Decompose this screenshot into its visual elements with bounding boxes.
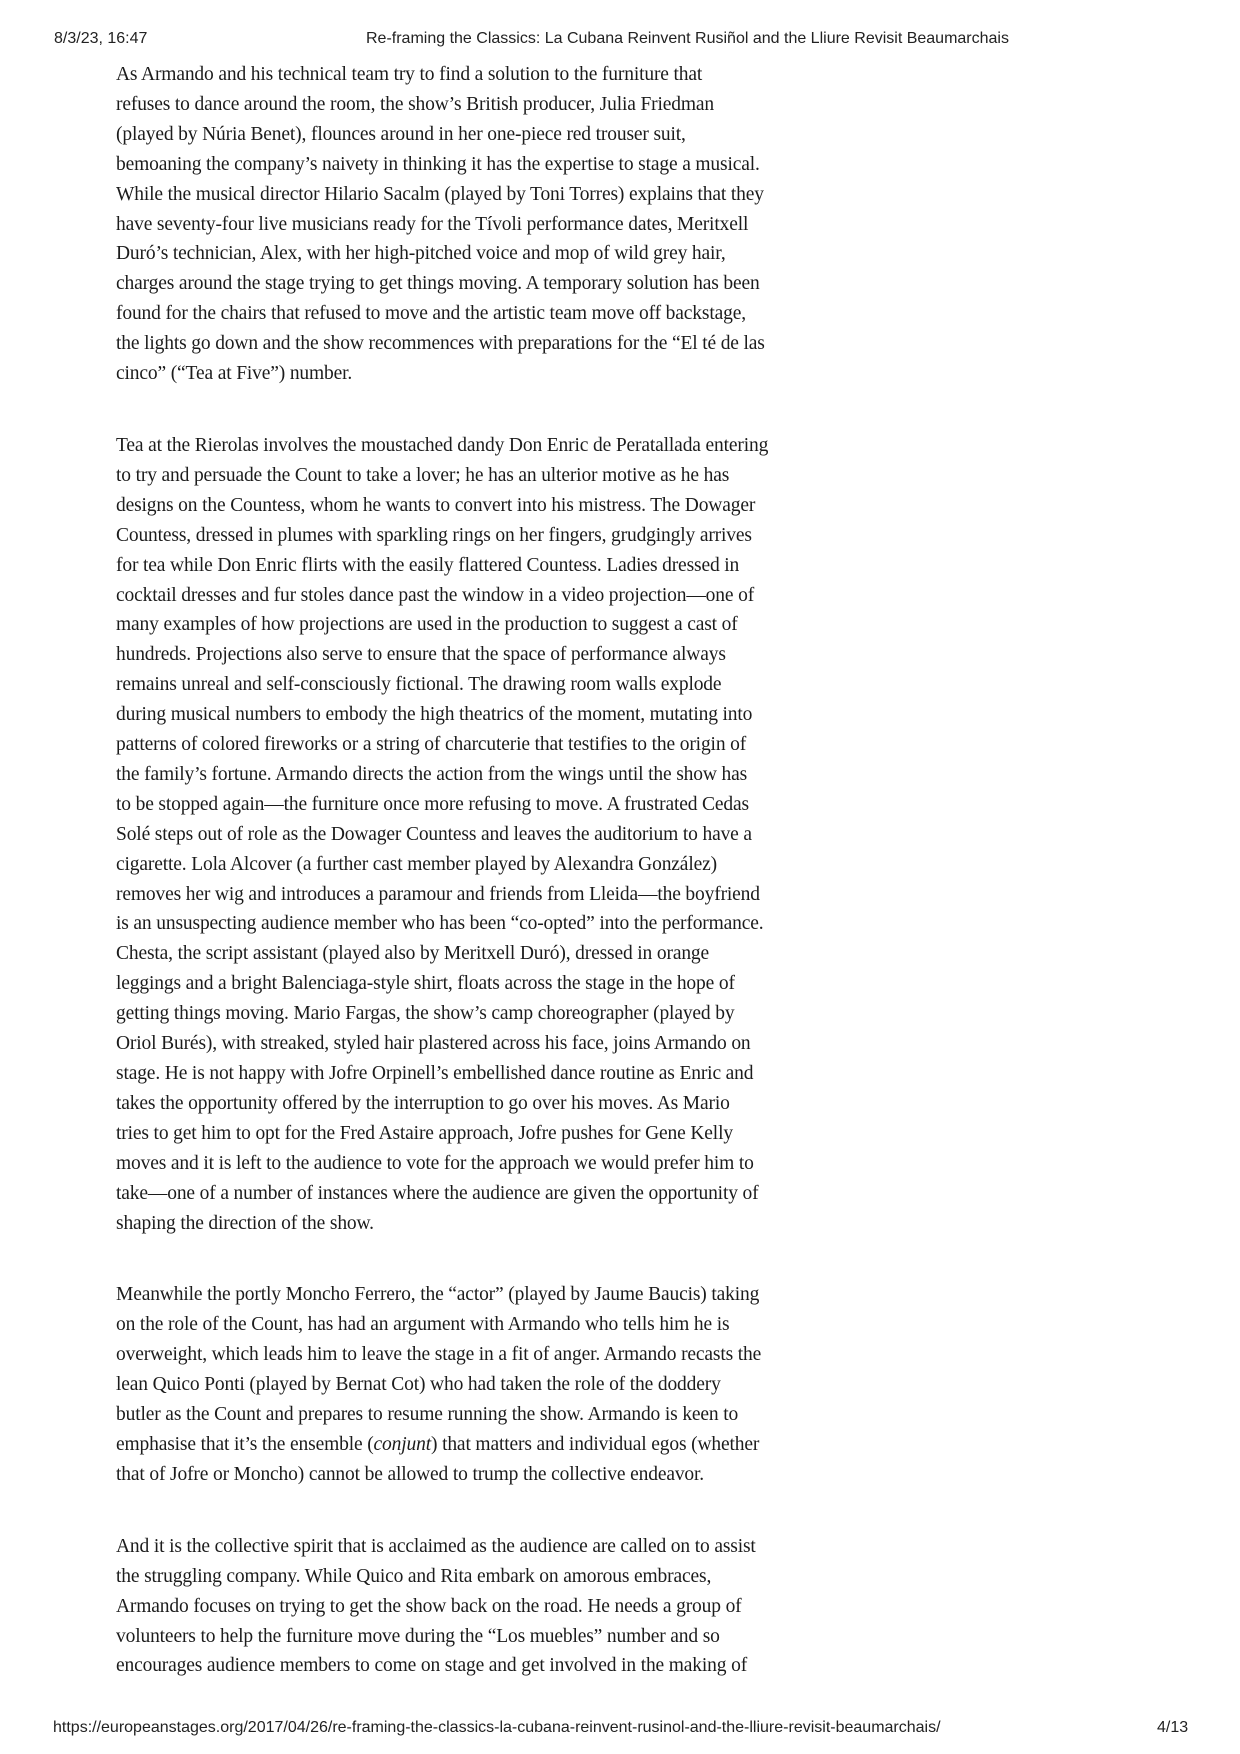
text-line: lean Quico Ponti (played by Bernat Cot) who had taken the role of the doddery [116,1374,721,1396]
text-line: Armando focuses on trying to get the show back on the road. He needs a group of [116,1595,742,1617]
text-line: to try and persuade the Count to take a lover; he has an ulterior motive as he has [116,464,730,486]
text-line: cinco” (“Tea at Five”) number. [116,363,353,385]
paragraph [116,1532,822,1682]
text-line: bemoaning the company’s naivety in thinking it has the expertise to stage a musical. [116,153,760,175]
text-line: charges around the stage trying to get things moving. A temporary solution has been [116,273,760,295]
print-header [0,30,1240,52]
text-line: volunteers to help the furniture move during the “Los muebles” number and so [116,1625,720,1647]
text-line: moves and it is left to the audience to vote for the approach we would prefer him to [116,1152,754,1174]
paragraph [116,1280,822,1489]
text-line: cocktail dresses and fur stoles dance past the window in a video projection—one of [116,584,755,606]
text-line: shaping the direction of the show. [116,1212,374,1234]
page-title: Re-framing the Classics: La Cubana Reinvent Rusiñol and the Lliure Revisit Beaumarchais [366,30,1009,47]
text-line: Oriol Burés), with streaked, styled hair plastered across his face, joins Armando on [116,1033,751,1055]
text-line: Solé steps out of role as the Dowager Countess and leaves the auditorium to have a [116,823,752,845]
text-line: stage. He is not happy with Jofre Orpinell’s embellished dance routine as Enric and [116,1063,754,1084]
text-line: Countess, dressed in plumes with sparkling rings on her fingers, grudgingly arrives [116,524,752,546]
text-line: the struggling company. While Quico and Rita embark on amorous embraces, [116,1565,712,1587]
text-line: And it is the collective spirit that is acclaimed as the audience are called on to assist [116,1535,756,1557]
print-footer [0,1719,1240,1741]
text-line: during musical numbers to embody the high theatrics of the moment, mutating into [116,704,753,726]
text-line: is an unsuspecting audience member who has been “co-opted” into the performance. [116,913,764,935]
text-line: cigarette. Lola Alcover (a further cast member played by Alexandra González) [116,853,717,875]
text-line: While the musical director Hilario Sacalm (played by Toni Torres) explains that they [116,183,764,205]
text-line: Chesta, the script assistant (played also by Meritxell Duró), dressed in orange [116,943,710,965]
text-line: have seventy-four live musicians ready for the Tívoli performance dates, Meritxell [116,213,749,235]
page-url: https://europeanstages.org/2017/04/26/re-framing-the-classics-la-cubana-reinvent-rusinol-and-the-lliure-revisit-beaumarchais/ [53,1719,941,1736]
text-line: hundreds. Projections also serve to ensure that the space of performance always [116,644,726,666]
text-line: leggings and a bright Balenciaga-style shirt, floats across the stage in the hope of [116,973,735,995]
text-line: refuses to dance around the room, the show’s British producer, Julia Friedman [116,93,714,115]
text-line: the lights go down and the show recommences with preparations for the “El té de las [116,333,765,355]
text-line: takes the opportunity offered by the interruption to go over his moves. As Mario [116,1092,730,1114]
text-line: As Armando and his technical team try to find a solution to the furniture that [116,64,703,85]
text-line [116,1430,822,1460]
text-line: many examples of how projections are used in the production to suggest a cast of [116,614,738,636]
print-date: 8/3/23, 16:47 [54,30,148,47]
text-line: take—one of a number of instances where the audience are given the opportunity of [116,1182,759,1204]
text-line: encourages audience members to come on stage and get involved in the making of [116,1655,748,1677]
text-line: Duró’s technician, Alex, with her high-pitched voice and mop of wild grey hair, [116,243,726,265]
text-line: to be stopped again—the furniture once more refusing to move. A frustrated Cedas [116,793,749,815]
text-line: (played by Núria Benet), flounces around in her one-piece red trouser suit, [116,123,686,145]
paragraph [116,431,822,1238]
text-line: remains unreal and self-consciously fictional. The drawing room walls explode [116,674,722,696]
text-line: tries to get him to opt for the Fred Astaire approach, Jofre pushes for Gene Kelly [116,1122,733,1144]
text-line: for tea while Don Enric flirts with the easily flattered Countess. Ladies dressed in [116,554,740,576]
text-line: the family’s fortune. Armando directs the action from the wings until the show has [116,763,748,785]
text-line: getting things moving. Mario Fargas, the show’s camp choreographer (played by [116,1003,735,1025]
text-segment: ) that matters and individual egos (whether [431,1433,760,1455]
text-line: overweight, which leads him to leave the stage in a fit of anger. Armando recasts the [116,1344,762,1366]
text-line: designs on the Countess, whom he wants to convert into his mistress. The Dowager [116,494,756,516]
italic-term: conjunt [373,1433,431,1455]
text-line: butler as the Count and prepares to resume running the show. Armando is keen to [116,1404,739,1426]
text-segment: emphasise that it’s the ensemble ( [116,1433,374,1455]
text-line: found for the chairs that refused to move and the artistic team move off backstage, [116,303,746,325]
paragraph [116,60,822,389]
text-line: that of Jofre or Moncho) cannot be allowed to trump the collective endeavor. [116,1463,705,1485]
text-line: Tea at the Rierolas involves the moustached dandy Don Enric de Peratallada entering [116,434,769,456]
text-line: removes her wig and introduces a paramour and friends from Lleida—the boyfriend [116,883,760,905]
text-line: on the role of the Count, has had an argument with Armando who tells him he is [116,1314,730,1336]
text-line: Meanwhile the portly Moncho Ferrero, the “actor” (played by Jaume Baucis) taking [116,1284,760,1306]
text-line: patterns of colored fireworks or a string of charcuterie that testifies to the origin of [116,734,747,756]
page-number: 4/13 [1157,1719,1189,1736]
article-body [116,60,822,1681]
